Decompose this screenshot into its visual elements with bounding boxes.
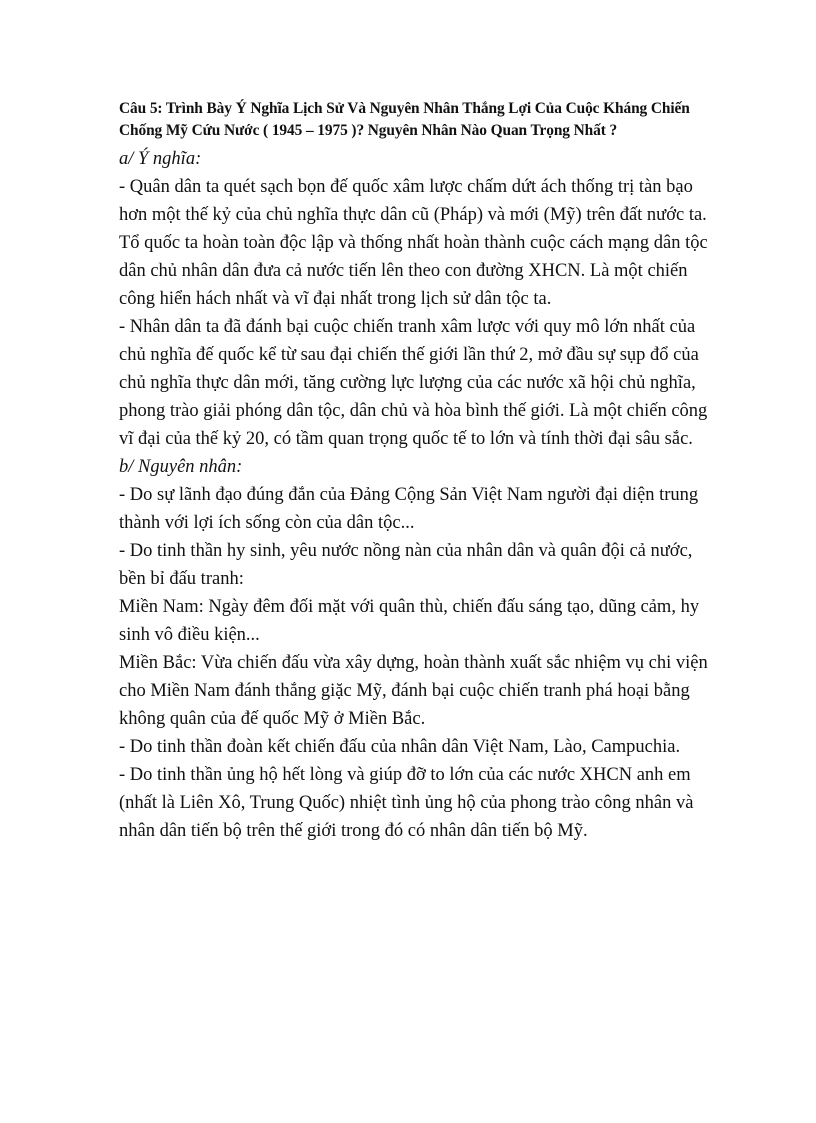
section-a-heading: a/ Ý nghĩa: <box>119 149 202 169</box>
section-b-paragraph-3: Miền Nam: Ngày đêm đối mặt với quân thù, chiến đấu sáng tạo, dũng cảm, hy sinh vô điều kiện... <box>119 597 700 645</box>
section-a-paragraph-1: - Quân dân ta quét sạch bọn đế quốc xâm lược chấm dứt ách thống trị tàn bạo hơn một thế kỷ của chủ nghĩa thực dân cũ (Pháp) và mới (Mỹ) trên đất nước ta. Tổ quốc ta hoàn toàn độc lập và thống nhất hoàn thành cuộc cách mạng dân tộc dân chủ nhân dân đưa cả nước tiến lên theo con đường XHCN. Là một chiến công hiển hách nhất và vĩ đại nhất trong lịch sử dân tộc ta. <box>119 177 708 309</box>
section-b-paragraph-6: - Do tinh thần ủng hộ hết lòng và giúp đỡ to lớn của các nước XHCN anh em (nhất là Liên Xô, Trung Quốc) nhiệt tình ủng hộ của phong trào công nhân và nhân dân tiến bộ trên thế giới trong đó có nhân dân tiến bộ Mỹ. <box>119 765 694 841</box>
section-b-paragraph-5: - Do tinh thần đoàn kết chiến đấu của nhân dân Việt Nam, Lào, Campuchia. <box>119 737 681 757</box>
section-a-paragraph-2: - Nhân dân ta đã đánh bại cuộc chiến tranh xâm lược với quy mô lớn nhất của chủ nghĩa đế quốc kể từ sau đại chiến thế giới lần thứ 2, mở đầu sự sụp đổ của chủ nghĩa thực dân mới, tăng cường lực lượng của các nước xã hội chủ nghĩa, phong trào giải phóng dân tộc, dân chủ và hòa bình thế giới. Là một chiến công vĩ đại của thế kỷ 20, có tầm quan trọng quốc tế to lớn và tính thời đại sâu sắc. <box>119 317 708 449</box>
section-b-paragraph-2: - Do tinh thần hy sinh, yêu nước nồng nàn của nhân dân và quân đội cả nước, bền bỉ đấu tranh: <box>119 541 693 589</box>
document-body <box>119 98 709 845</box>
section-b-heading: b/ Nguyên nhân: <box>119 457 243 477</box>
section-b-paragraph-1: - Do sự lãnh đạo đúng đắn của Đảng Cộng Sản Việt Nam người đại diện trung thành với lợi ích sống còn của dân tộc... <box>119 485 699 533</box>
question-title: Câu 5: Trình Bày Ý Nghĩa Lịch Sử Và Nguyên Nhân Thắng Lợi Của Cuộc Kháng Chiến Chống Mỹ Cứu Nước ( 1945 – 1975 )? Nguyên Nhân Nào Quan Trọng Nhất ? <box>119 100 690 139</box>
section-b-paragraph-4: Miền Bắc: Vừa chiến đấu vừa xây dựng, hoàn thành xuất sắc nhiệm vụ chi viện cho Miền Nam đánh thắng giặc Mỹ, đánh bại cuộc chiến tranh phá hoại bằng không quân của đế quốc Mỹ ở Miền Bắc. <box>119 653 708 729</box>
